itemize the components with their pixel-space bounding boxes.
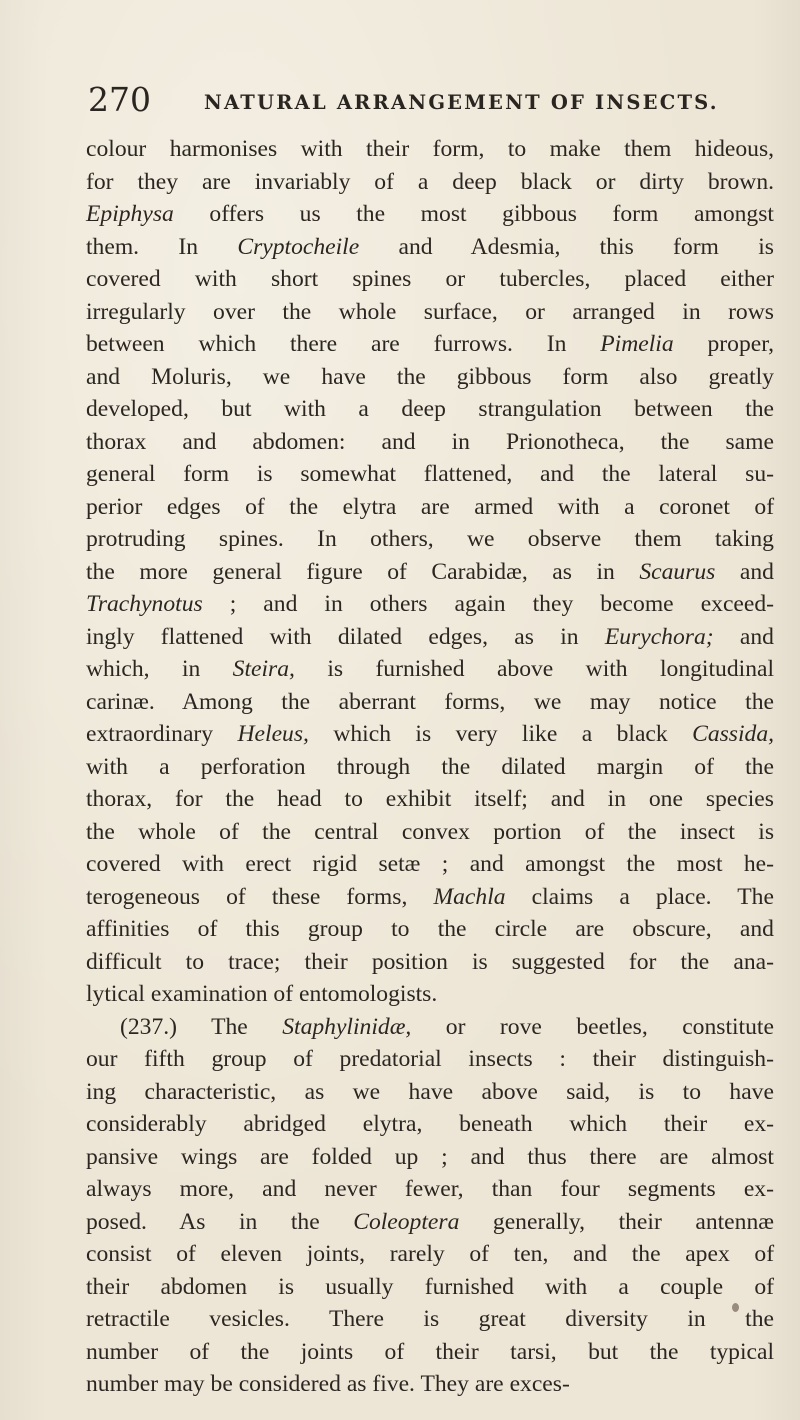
text-line: perior edges of the elytra are armed with a coronet of xyxy=(86,493,775,520)
text-line: (237.) The Staphylinidæ, or rove beetles, constitute xyxy=(120,1013,774,1040)
text-line: for they are invariably of a deep black or dirty brown. xyxy=(86,168,775,195)
text-line: always more, and never fewer, than four segments ex- xyxy=(86,1176,774,1202)
text-line: thorax, for the head to exhibit itself; and in one species xyxy=(86,786,774,812)
text-line: ingly flattened with dilated edges, as in Eurychora; and xyxy=(86,623,774,650)
text-line: between which there are furrows. In Pimelia proper, xyxy=(86,331,775,357)
text-line: Epiphysa offers us the most gibbous form amongst xyxy=(86,201,774,227)
text-line: posed. As in the Coleoptera generally, their antennæ xyxy=(86,1208,774,1235)
text-line: pansive wings are folded up ; and thus there are almost xyxy=(86,1143,774,1170)
text-line: general form is somewhat flattened, and the lateral su- xyxy=(86,461,774,487)
text-line: colour harmonises with their form, to make them hideous, xyxy=(86,136,775,162)
text-line: consist of eleven joints, rarely of ten, and the apex of xyxy=(86,1241,775,1267)
text-line: covered with erect rigid setæ ; and amongst the most he- xyxy=(86,851,775,877)
text-line: number of the joints of their tarsi, but the typical xyxy=(86,1338,775,1365)
text-line: developed, but with a deep strangulation between the xyxy=(86,396,775,422)
text-line: and Moluris, we have the gibbous form also greatly xyxy=(86,363,774,390)
text-line: affinities of this group to the circle are obscure, and xyxy=(86,916,774,942)
page-number: 270 xyxy=(88,80,151,119)
running-head: NATURAL ARRANGEMENT OF INSECTS. xyxy=(204,91,719,114)
paper-speck xyxy=(732,1303,739,1312)
text-line: the more general figure of Carabidæ, as in Scaurus and xyxy=(86,558,774,585)
text-line: them. In Cryptocheile and Adesmia, this form is xyxy=(86,233,774,260)
text-line: number may be considered as five. They are exces- xyxy=(86,1371,570,1397)
text-line: irregularly over the whole surface, or arranged in rows xyxy=(86,298,774,325)
text-line: with a perforation through the dilated margin of the xyxy=(86,753,774,780)
text-line: Trachynotus ; and in others again they become exceed- xyxy=(86,591,775,617)
text-line: covered with short spines or tubercles, placed either xyxy=(86,266,775,292)
text-line: their abdomen is usually furnished with a couple of xyxy=(86,1273,774,1300)
text-line: ing characteristic, as we have above said, is to have xyxy=(86,1078,774,1105)
text-line: protruding spines. In others, we observe them taking xyxy=(86,526,774,552)
text-line: retractile vesicles. There is great diversity in the xyxy=(86,1306,774,1332)
text-line: considerably abridged elytra, beneath which their ex- xyxy=(86,1111,775,1137)
text-line: which, in Steira, is furnished above with longitudinal xyxy=(86,656,775,682)
body-text xyxy=(86,133,774,1401)
text-line: carinæ. Among the aberrant forms, we may notice the xyxy=(86,688,774,715)
text-line: the whole of the central convex portion of the insect is xyxy=(86,818,775,845)
text-line: terogeneous of these forms, Machla claims a place. The xyxy=(86,883,774,910)
text-line: extraordinary Heleus, which is very like a black Cassida, xyxy=(86,721,775,747)
text-line: difficult to trace; their position is suggested for the ana- xyxy=(86,948,774,975)
text-line: our fifth group of predatorial insects : their distinguish- xyxy=(86,1046,774,1072)
text-line: lytical examination of entomologists. xyxy=(86,981,438,1007)
page-header xyxy=(88,80,788,124)
text-line: thorax and abdomen: and in Prionotheca, the same xyxy=(86,428,774,455)
